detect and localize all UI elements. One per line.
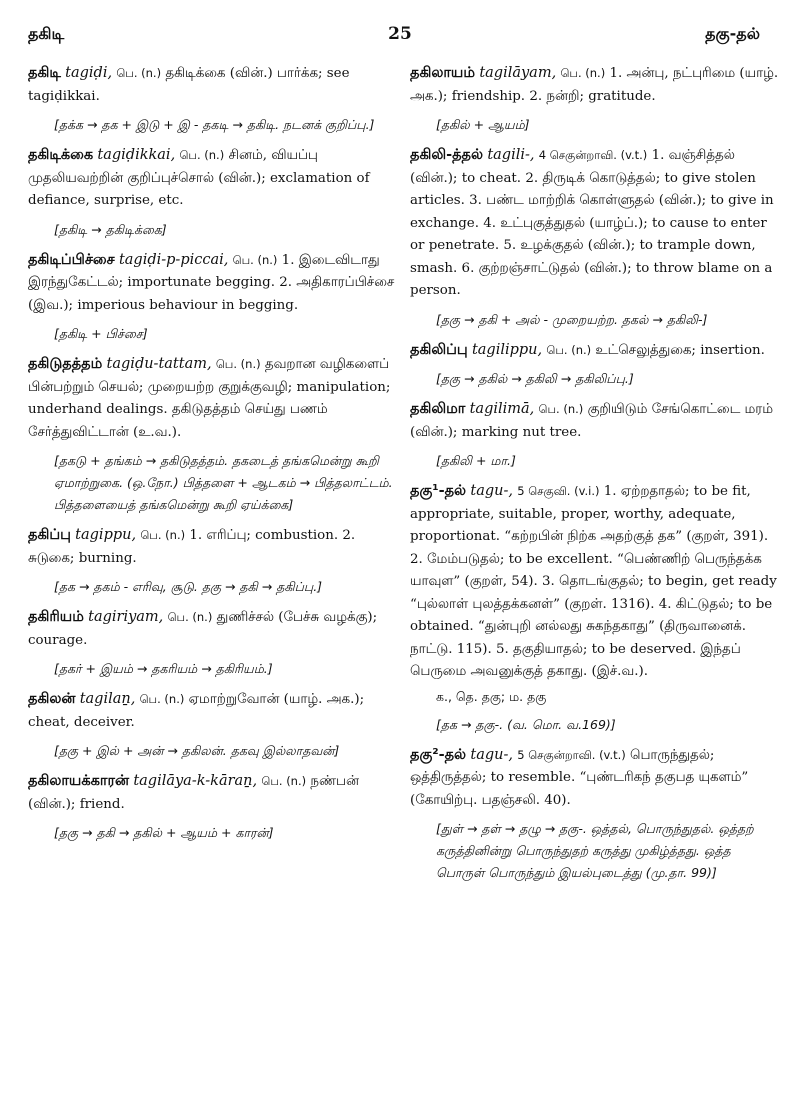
dictionary-entry (28, 770, 400, 844)
dictionary-entry (410, 62, 782, 136)
headword: தகிலன் (28, 691, 76, 707)
etymology: [தக்க → தக + இடு + இ - தகடி → தகிடி. நடனக் குறிப்பு.] (54, 117, 375, 132)
transliteration: tagilāya-k-kāraṉ, (133, 773, 258, 789)
transliteration: tagiḍi-p-piccai, (118, 251, 229, 268)
definition: 1. ஏற்றதாதல்; to be fit, appropriate, suitable, proper, worthy, adequate, proportionat. “கற்றபின் நிற்க அதற்குத் தக” (குறள், 391). 2. மேம்படுதல்; to be excellent. “பெண்ணிற் பெருந்தக்க யாவுள” (குறள், 54). 3. தொடங்குதல்; to begin, get ready “புல்லாள் புலத்தக்கனள்” (குறள். 1316). 4. கிட்டுதல்; to be obtained. “துன்புறி னல்லது சுகந்தகாது” (திருவானைக். நாட்டு. 115). 5. தகுதியாதல்; to be deserved. இந்தப் பெருமை அவனுக்குத் தகாது. (இச்.வ.). (410, 484, 777, 679)
part-of-speech: பெ. (n.) (167, 610, 213, 624)
entry-body (410, 144, 782, 303)
transliteration: tagilimā, (469, 401, 535, 417)
etymology: [தக → தகு-. (வ. மொ. வ.169)] (436, 716, 616, 732)
headword: தகிரியம் (28, 609, 84, 625)
dictionary-entry (410, 480, 782, 736)
entry-body (28, 524, 400, 570)
transliteration: tagili-, (487, 147, 535, 163)
headword: தகிலிப்பு (410, 341, 468, 358)
dictionary-entry (28, 524, 400, 598)
dictionary-entry (28, 606, 400, 680)
page-number: 25 (388, 24, 412, 44)
entry-body (410, 398, 782, 444)
definition: 1. அன்பு, நட்புரிமை (யாழ். அக.); friendship. 2. நன்றி; gratitude. (410, 66, 779, 104)
definition: குறியிடும் சேங்கொட்டை மரம் (வின்.); marking nut tree. (410, 402, 773, 440)
dictionary-entry (410, 144, 782, 331)
etymology: [தகு → தகி → தகில் + ஆயம் + காரன்] (54, 825, 274, 840)
part-of-speech: பெ. (n.) (261, 774, 307, 788)
entry-body (410, 480, 782, 684)
transliteration: tagu-, (470, 483, 513, 499)
transliteration: tagiḍikkai, (97, 147, 176, 163)
headword: தகு¹-தல் (410, 483, 467, 499)
etymology: [தகு → தகி + அல் - முறையற்ற. தகல் → தகிலி-] (436, 311, 708, 327)
part-of-speech: பெ. (n.) (140, 528, 186, 542)
transliteration: tagilaṉ, (79, 691, 136, 707)
entry-body (28, 62, 400, 108)
entry-body (410, 339, 782, 363)
headword: தகிலாயக்காரன் (28, 773, 130, 789)
part-of-speech: பெ. (n.) (179, 148, 225, 162)
transliteration: tagiḍu-tattam, (106, 356, 212, 372)
etymology: [தகர் + இயம் → தகரியம் → தகிரியம்.] (54, 661, 273, 676)
entry-body (28, 770, 400, 816)
part-of-speech: 4 செகுன்றாவி. (v.t.) (538, 148, 648, 162)
etymology: [தகிலி + மா.] (436, 453, 516, 468)
part-of-speech: பெ. (n.) (546, 342, 592, 357)
dictionary-entry (410, 339, 782, 391)
entry-body (28, 144, 400, 213)
etymology: [தகிடி → தகிடிக்கை] (54, 221, 167, 237)
transliteration: tagippu, (75, 527, 137, 543)
transliteration: tagilāyam, (479, 65, 557, 81)
dictionary-entry (410, 744, 782, 885)
etymology: [தகிடி + பிச்சை] (54, 326, 148, 341)
dictionary-entry (28, 62, 400, 136)
entry-body (28, 688, 400, 734)
page-header-right: தகு-தல் (705, 24, 760, 43)
etymology: [தகில் + ஆயம்] (436, 117, 530, 132)
definition: 1. வஞ்சித்தல் (வின்.); to cheat. 2. திருடிக் கொடுத்தல்; to give stolen articles. 3. பண்ட மாற்றிக் கொள்ளுதல் (வின்.); to give in exchange. 4. உட்புகுத்துதல் (யாழ்ப்.); to cause to enter or penetrate. 5. உழக்குதல் (வின்.); to trample down, smash. 6. குற்றஞ்சாட்டுதல் (வின்.); to throw blame on a person. (410, 148, 774, 298)
definition: 1. எரிப்பு; combustion. 2. சுடுகை; burning. (28, 528, 356, 566)
definition: ஏமாற்றுவோன் (யாழ். அக.); cheat, deceiver. (28, 692, 365, 730)
etymology: [தகு → தகில் → தகிலி → தகிலிப்பு.] (436, 371, 634, 386)
definition: தவறான வழிகளைப் பின்பற்றும் செயல்; முறையற்ற குறுக்குவழி; manipulation; underhand dealings. தகிடுதத்தம் செய்து பணம் சேர்த்துவிட்டான் (உ.வ.). (28, 357, 391, 440)
headword: தகிப்பு (28, 527, 71, 543)
right-column (410, 62, 782, 892)
headword: தகிடிக்கை (28, 147, 94, 163)
dictionary-entry (28, 144, 400, 241)
part-of-speech: 5 செகுவி. (v.i.) (517, 484, 600, 498)
definition: 1. இடைவிடாது இரந்துகேட்டல்; importunate begging. 2. அதிகாரப்பிச்சை (இவ.); imperious behaviour in begging. (28, 252, 395, 313)
definition: சினம், வியப்பு முதலியவற்றின் குறிப்புச்சொல் (வின்.); exclamation of defiance, surprise, etc. (28, 148, 370, 208)
etymology: [துள் → தள் → தழு → தகு-. ஒத்தல், பொருந்துதல். ஒத்தற் கருத்தினின்று பொருந்துதற் கருத்து முகிழ்த்தது. ஒத்த பொருள் பொருந்தும் இயல்புடைத்து (மு.தா. 99)] (436, 821, 754, 880)
definition: பொருந்துதல்; ஒத்திருத்தல்; to resemble. “புண்டரிகந் தகுபத யுகளம்” (கோயிற்பு. பதஞ்சலி. 40). (410, 747, 749, 808)
definition: துணிச்சல் (பேச்சு வழக்கு); courage. (28, 610, 378, 648)
part-of-speech: பெ. (n.) (560, 66, 606, 80)
part-of-speech: 5 செகுன்றாவி. (v.t.) (517, 747, 626, 762)
dictionary-entry (28, 688, 400, 762)
page-header-left: தகிடி (28, 24, 65, 43)
dictionary-entry (28, 353, 400, 516)
entry-body (28, 606, 400, 652)
headword: தகிலி-த்தல் (410, 147, 484, 163)
headword: தகிடி (28, 65, 61, 81)
transliteration: tagu-, (470, 746, 513, 763)
entry-body (410, 62, 782, 108)
part-of-speech: பெ. (n.) (116, 66, 162, 80)
definition: நண்பன் (வின்.); friend. (28, 774, 359, 812)
part-of-speech: பெ. (n.) (232, 252, 278, 267)
definition: தகிடிக்கை (வின்.) பார்க்க; see tagiḍikkai. (28, 66, 350, 104)
dictionary-entry (28, 249, 400, 346)
headword: தகிலாயம் (410, 65, 476, 81)
etymology: [தகடு + தங்கம் → தகிடுதத்தம். தகடைத் தங்கமென்று கூறி ஏமாற்றுகை. (ஒ.நோ.) பித்தளை + ஆடகம் → பித்தலாட்டம். பித்தளையைத் தங்கமென்று கூறி ஏய்க்கை] (54, 453, 393, 512)
cognates: க., தெ. தகு; ம. தகு (436, 688, 547, 704)
transliteration: tagiriyam, (88, 609, 164, 625)
part-of-speech: பெ. (n.) (215, 357, 261, 371)
part-of-speech: பெ. (n.) (538, 402, 584, 416)
transliteration: tagiḍi, (65, 65, 113, 81)
headword: தகிடுதத்தம் (28, 356, 103, 372)
headword: தகிலிமா (410, 401, 466, 417)
headword: தகு²-தல் (410, 746, 467, 763)
left-column (28, 62, 400, 852)
dictionary-entry (410, 398, 782, 472)
entry-body (410, 744, 782, 813)
entry-body (28, 249, 400, 318)
transliteration: tagilippu, (471, 341, 543, 358)
entry-body (28, 353, 400, 444)
part-of-speech: பெ. (n.) (139, 692, 185, 706)
headword: தகிடிப்பிச்சை (28, 251, 115, 268)
definition: உட்செலுத்துகை; insertion. (595, 342, 765, 358)
etymology: [தகு + இல் + அன் → தகிலன். தகவு இல்லாதவன்] (54, 743, 340, 758)
etymology: [தக → தகம் - எரிவு, சூடு. தகு → தகி → தகிப்பு.] (54, 579, 323, 594)
